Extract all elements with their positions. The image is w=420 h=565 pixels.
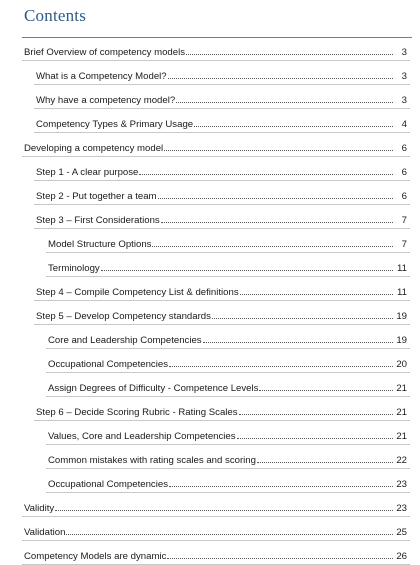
entry-separator [34,300,410,301]
toc-page-number: 21 [396,431,407,442]
dot-leader [161,221,393,223]
toc-entry[interactable] [24,136,407,154]
toc-entry[interactable] [36,160,407,178]
entry-separator [34,420,410,421]
toc-entry[interactable] [24,544,407,562]
dot-leader [239,413,393,415]
toc-page-number: 3 [401,95,407,106]
toc-entry-text: Validity [24,503,55,514]
toc-page-number: 7 [401,239,407,250]
toc-page-number: 19 [396,311,407,322]
entry-separator [46,372,410,373]
dot-leader [152,245,393,247]
toc-entry-text: Competency Models are dynamic [24,551,167,562]
toc-entry-text: Occupational Competencies [48,359,168,370]
toc-page-number: 22 [396,455,407,466]
entry-separator [34,108,410,109]
dot-leader [66,533,393,535]
toc-entry-text: What is a Competency Model? [36,71,167,82]
dot-leader [203,341,393,343]
toc-entry[interactable] [36,280,407,298]
dot-leader [158,197,393,199]
toc-entry[interactable] [48,328,407,346]
entry-separator [34,84,410,85]
toc-entry[interactable] [24,496,407,514]
toc-entry-text: Step 5 – Develop Competency standards [36,311,211,322]
entry-separator [46,252,410,253]
toc-entry-text: Terminology [48,263,100,274]
toc-entry-text: Step 4 – Compile Competency List & definitions [36,287,239,298]
entry-separator [46,348,410,349]
toc-entry-text: Occupational Competencies [48,479,168,490]
dot-leader [259,389,393,391]
toc-page-number: 25 [396,527,407,538]
entry-separator [34,180,410,181]
entry-separator [22,516,410,517]
toc-page-number: 6 [401,191,407,202]
toc-entry[interactable] [48,448,407,466]
toc-entry-text: Core and Leadership Competencies [48,335,202,346]
dot-leader [237,437,393,439]
toc-page-number: 23 [396,503,407,514]
toc-entry[interactable] [36,112,407,130]
dot-leader [240,293,393,295]
dot-leader [55,509,393,511]
entry-separator [46,276,410,277]
toc-page-number: 3 [401,47,407,58]
toc-entry[interactable] [48,352,407,370]
toc-page-number: 11 [397,263,407,274]
dot-leader [212,317,393,319]
toc-entry-text: Assign Degrees of Difficulty - Competence Levels [48,383,259,394]
entry-separator [34,324,410,325]
entry-separator [46,492,410,493]
toc-entry[interactable] [24,40,407,58]
toc-page-number: 26 [396,551,407,562]
toc-entry-text: Competency Types & Primary Usage [36,119,194,130]
toc-page-number: 6 [401,167,407,178]
dot-leader [164,149,393,151]
entry-separator [34,132,410,133]
toc-entry-text: Values, Core and Leadership Competencies [48,431,236,442]
dot-leader [101,269,393,271]
entry-separator [22,60,410,61]
toc-entry[interactable] [36,64,407,82]
entry-separator [46,396,410,397]
toc-page-number: 11 [397,287,407,298]
toc-page-number: 21 [396,383,407,394]
toc-heading: Contents [24,6,87,25]
dot-leader [169,485,393,487]
toc-entry-text: Step 3 – First Considerations [36,215,160,226]
toc-entry-text: Step 1 - A clear purpose [36,167,139,178]
toc-entry[interactable] [36,304,407,322]
toc-page-number: 7 [401,215,407,226]
dot-leader [169,365,393,367]
toc-page-number: 23 [396,479,407,490]
toc-entry[interactable] [48,232,407,250]
entry-separator [34,204,410,205]
toc-page-number: 19 [396,335,407,346]
entry-separator [46,468,410,469]
entry-separator [34,228,410,229]
toc-entry[interactable] [36,88,407,106]
toc-entry[interactable] [48,424,407,442]
dot-leader [194,125,393,127]
entry-separator [22,540,410,541]
toc-page-number: 20 [396,359,407,370]
toc-entry-text: Developing a competency model [24,143,164,154]
dot-leader [168,77,393,79]
dot-leader [186,53,393,55]
toc-page-number: 21 [396,407,407,418]
heading-rule [22,37,412,38]
toc-entry-text: Common mistakes with rating scales and scoring [48,455,256,466]
dot-leader [167,557,393,559]
toc-entry-text: Model Structure Options [48,239,152,250]
entry-separator [22,156,410,157]
toc-entry[interactable] [36,400,407,418]
toc-page-number: 4 [401,119,407,130]
toc-entry-text: Step 6 – Decide Scoring Rubric - Rating Scales [36,407,238,418]
toc-entry-text: Validation [24,527,66,538]
toc-entry[interactable] [48,376,407,394]
toc-entry-text: Why have a competency model? [36,95,176,106]
entry-separator [46,444,410,445]
toc-page-number: 3 [401,71,407,82]
toc-entry-text: Step 2 - Put together a team [36,191,157,202]
toc-entry[interactable] [36,184,407,202]
dot-leader [139,173,393,175]
toc-entry[interactable] [36,208,407,226]
toc-entry-text: Brief Overview of competency models [24,47,186,58]
toc-entry[interactable] [48,256,407,274]
dot-leader [176,101,393,103]
dot-leader [257,461,393,463]
toc-entry[interactable] [48,472,407,490]
toc-page-number: 6 [401,143,407,154]
toc-entry[interactable] [24,520,407,538]
